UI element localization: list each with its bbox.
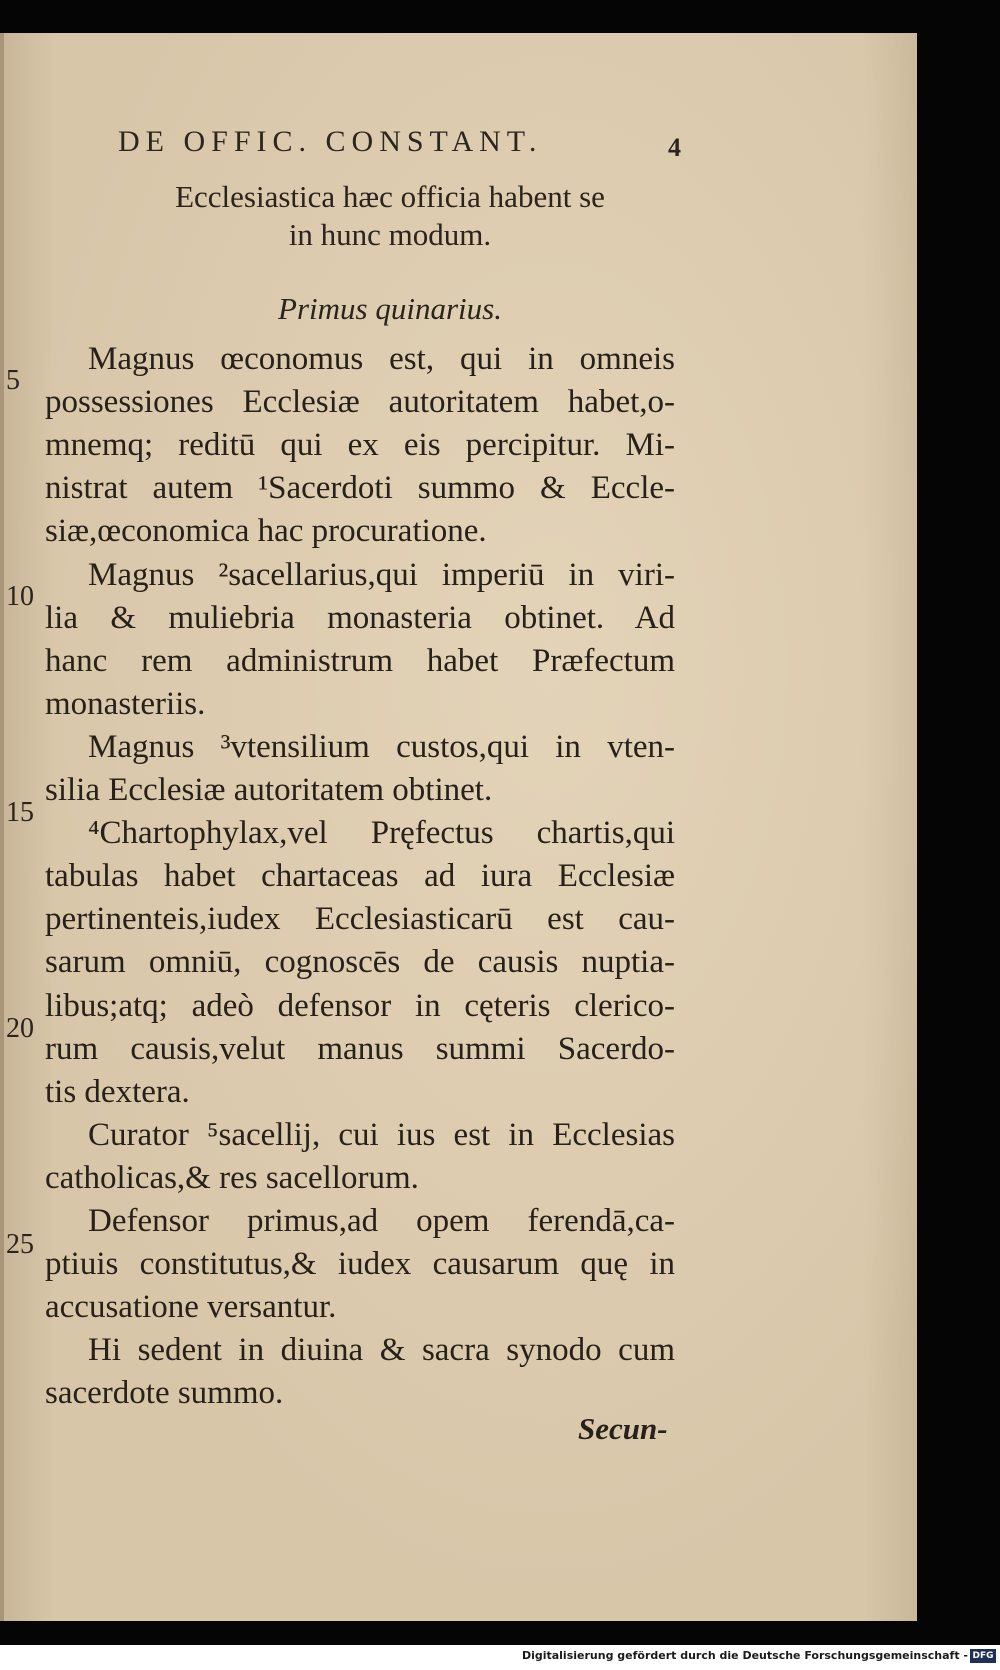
text-line: mnemq; reditū qui ex eis percipitur. Mi- xyxy=(45,427,675,464)
text-line: Defensor primus,ad opem ferendā,ca- xyxy=(88,1203,675,1239)
text-line: Magnus œconomus est, qui in omneis xyxy=(88,341,675,377)
folio-number: 4 xyxy=(668,133,681,162)
line-number: 10 xyxy=(6,581,34,612)
text-line: hanc rem administrum habet Præfectum xyxy=(45,642,675,679)
text-line: Magnus ³vtensilium custos,qui in vten- xyxy=(88,728,675,765)
text-line: Magnus ²sacellarius,qui imperiū in viri- xyxy=(88,556,675,593)
text-line: possessiones Ecclesiæ autoritatem habet,o- xyxy=(45,384,675,421)
text-line: siæ,œconomica hac procuratione. xyxy=(45,513,487,550)
text-line: sacerdote summo. xyxy=(45,1375,284,1412)
section-heading-line-1: Ecclesiastica hæc officia habent se xyxy=(175,179,605,214)
text-line: libus;atq; adeò defensor in cęteris clerico- xyxy=(45,987,675,1024)
text-line: tis dextera. xyxy=(45,1073,190,1110)
line-number: 25 xyxy=(6,1229,34,1260)
footer-credit: Digitalisierung gefördert durch die Deutsche Forschungsgemeinschaft - xyxy=(521,1649,968,1662)
line-number: 20 xyxy=(6,1013,34,1044)
text-line: nistrat autem ¹Sacerdoti summo & Eccle- xyxy=(45,470,675,507)
text-line: Hi sedent in diuina & sacra synodo cum xyxy=(88,1332,675,1369)
line-number: 15 xyxy=(6,797,34,828)
line-number: 5 xyxy=(6,365,20,396)
running-head: DE OFFIC. CONSTANT. xyxy=(118,125,543,158)
page-gutter-edge xyxy=(0,33,4,1621)
text-line: rum causis,velut manus summi Sacerdo- xyxy=(45,1030,675,1067)
text-line: catholicas,& res sacellorum. xyxy=(45,1159,419,1196)
subheading: Primus quinarius. xyxy=(278,291,502,326)
dfg-logo-icon: DFG xyxy=(970,1649,996,1663)
section-heading xyxy=(100,178,680,254)
text-line: tabulas habet chartaceas ad iura Ecclesiæ xyxy=(45,858,675,895)
text-line: accusatione versantur. xyxy=(45,1289,337,1326)
section-heading-line-2: in hunc modum. xyxy=(288,217,492,252)
text-line: pertinenteis,iudex Ecclesiasticarū est cau- xyxy=(45,901,675,938)
text-line: ptiuis constitutus,& iudex causarum quę in xyxy=(45,1246,675,1283)
text-line: sarum omniū, cognoscēs de causis nuptia- xyxy=(45,944,675,981)
text-line: silia Ecclesiæ autoritatem obtinet. xyxy=(45,772,493,808)
book-page xyxy=(0,33,917,1621)
text-line: Curator ⁵sacellij, cui ius est in Ecclesias xyxy=(88,1116,675,1153)
text-line: ⁴Chartophylax,vel Pręfectus chartis,qui xyxy=(88,815,675,852)
text-line: monasteriis. xyxy=(45,685,206,722)
text-line: lia & muliebria monasteria obtinet. Ad xyxy=(45,599,675,636)
catchword: Secun- xyxy=(578,1411,668,1446)
footer-bar xyxy=(0,1645,1000,1670)
